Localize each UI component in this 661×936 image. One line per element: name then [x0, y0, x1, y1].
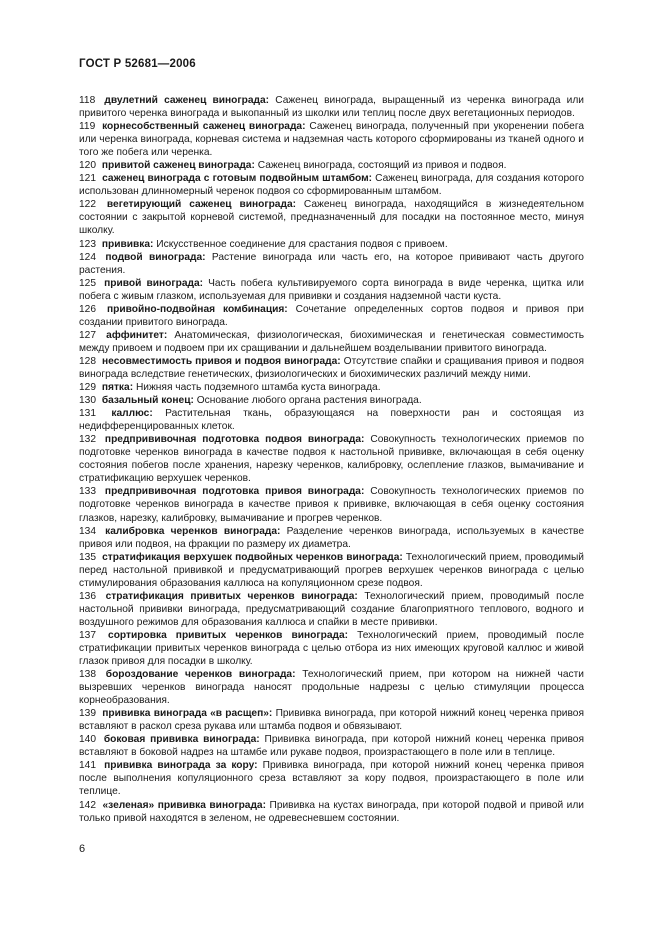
term-number: 138 [79, 669, 96, 681]
term-definition: Совокупность технологических приемов по подготовке черенков винограда в качестве подвоя к настольной прививке, включающая в себя оценку состояния побегов после хранения, нарезку черенков, калибровку, ослепление глазков, вымачивание и стратификацию верхушек черенков. [79, 434, 584, 485]
term-definition: Саженец винограда, для создания которого использован длинномерный черенок подвоя со сформированным штамбом. [79, 173, 584, 198]
term-number: 139 [79, 708, 96, 720]
term-name: привойно-подвойная комбинация: [106, 303, 288, 315]
term-number: 140 [79, 734, 96, 746]
term-entry [79, 707, 584, 733]
term-number: 135 [79, 551, 96, 563]
term-name: боковая прививка винограда: [103, 734, 260, 746]
term-definition: Прививка винограда, при которой нижний конец черенка привоя вставляют в боковой надрез на штамбе или рукаве подвоя, произрастающего в поле или в теплице. [79, 734, 584, 759]
term-definition: Саженец винограда, находящийся в жизнедеятельном состоянии с закрытой корневой системой, предназначенный для посадки на постоянное место, минуя школку. [79, 199, 584, 237]
term-name: предпрививочная подготовка привоя винограда: [104, 486, 365, 498]
term-number: 125 [79, 277, 96, 289]
term-definition: Часть побега культивируемого сорта винограда в виде черенка, щитка или побега с живым глазком, используемая для прививки и создания надземной части куста. [79, 277, 584, 302]
page-number: 6 [79, 843, 86, 855]
term-entry [79, 733, 584, 759]
term-name: калибровка черенков винограда: [105, 525, 281, 537]
term-number: 132 [79, 434, 96, 446]
term-entry [79, 355, 584, 381]
term-name: стратификация верхушек подвойных черенков винограда: [102, 551, 403, 563]
term-entry [79, 433, 584, 485]
term-entry [79, 525, 584, 551]
term-definition: Прививка на кустах винограда, при которой подвой и привой или только привой находятся в зеленом, не одревесневшем состоянии. [79, 799, 584, 824]
term-number: 131 [79, 408, 96, 420]
term-entry [79, 277, 584, 303]
term-entry [79, 799, 584, 825]
term-number: 122 [79, 199, 96, 211]
term-entry [79, 251, 584, 277]
term-name: бороздование черенков винограда: [105, 669, 296, 681]
term-definition: Растение винограда или часть его, на которое прививают часть другого растения. [79, 251, 584, 276]
term-entry [79, 551, 584, 590]
term-entry [79, 590, 584, 629]
term-entry [79, 381, 584, 394]
term-definition: Саженец винограда, выращенный из черенка винограда или привитого черенка винограда и выкопанный из школки или теплиц после двух вегетационных периодов. [79, 95, 584, 120]
term-entry [79, 394, 584, 407]
term-definition: Прививка винограда, при которой нижний конец черенка привоя после выполнения копуляционного среза вставляют за кору подвоя, произрастающего в поле или теплице. [79, 760, 584, 798]
term-entry [79, 485, 584, 524]
term-name: «зеленая» прививка винограда: [102, 799, 266, 811]
term-definition: Нижняя часть подземного штамба куста винограда. [135, 382, 381, 394]
term-number: 123 [79, 238, 96, 250]
document-header: ГОСТ Р 52681—2006 [79, 58, 196, 70]
term-number: 130 [79, 395, 96, 407]
term-number: 136 [79, 590, 96, 602]
term-number: 124 [79, 251, 96, 263]
term-entry [79, 303, 584, 329]
term-number: 127 [79, 329, 96, 341]
term-entry [79, 329, 584, 355]
term-entry [79, 238, 584, 251]
term-name: привой винограда: [104, 277, 204, 289]
term-definition: Сочетание определенных сортов подвоя и привоя при создании привитого винограда. [79, 303, 585, 328]
term-entry [79, 159, 584, 172]
term-number: 121 [79, 173, 96, 185]
term-definition: Прививка винограда, при которой нижний конец черенка привоя вставляют в раскол среза рукава или штамба подвоя и обвязывают. [79, 708, 584, 733]
term-definition: Отсутствие спайки и сращивания привоя и подвоя винограда вследствие генетических, физиологических и биохимических различий между ними. [79, 355, 584, 380]
term-name: базальный конец: [101, 395, 194, 407]
term-definition: Саженец винограда, полученный при укоренении побега или черенка винограда, корневая система и надземная часть которого сформированы из тканей одного и того же побега или черенка. [79, 121, 584, 159]
term-name: несовместимость привоя и подвоя винограда: [102, 355, 341, 367]
term-name: корнесобственный саженец винограда: [102, 121, 306, 133]
term-entry [79, 172, 584, 198]
term-name: саженец винограда с готовым подвойным штамбом: [102, 173, 373, 185]
term-definition: Технологический прием, проводимый после настольной прививки винограда, предусматривающий создание благоприятного теплового, водного и воздушного режимов для образования каллюса и спайки в месте прививки. [79, 590, 584, 628]
term-number: 128 [79, 355, 96, 367]
term-name: стратификация привитых черенков винограда: [105, 590, 358, 602]
term-number: 119 [79, 121, 96, 133]
term-definition: Разделение черенков винограда, используемых в качестве привоя или подвоя, на фракции по размеру их диаметра. [79, 525, 584, 550]
term-definition: Анатомическая, физиологическая, биохимическая и генетическая совместимость между привоем и подвоем при их сращивании и дальнейшем возделывании привитого винограда. [79, 329, 585, 354]
term-definition: Искусственное соединение для срастания подвоя с привоем. [156, 238, 448, 250]
term-number: 134 [79, 525, 96, 537]
term-name: предпрививочная подготовка подвоя винограда: [104, 434, 365, 446]
terms-list [79, 94, 584, 825]
term-definition: Технологический прием, проводимый перед настольной прививкой и предусматривающий прогрев верхушек черенков винограда с целью стимулирования образования каллюса на копуляционном срезе подвоя. [79, 551, 584, 589]
term-definition: Совокупность технологических приемов по подготовке черенков винограда в качестве привоя к прививке, включающая в себя оценку состояния глазков, нарезку, калибровку, вымачивание и прогрев черенков. [79, 486, 584, 524]
term-name: аффинитет: [106, 329, 168, 341]
term-name: двулетний саженец винограда: [104, 95, 270, 106]
term-entry [79, 198, 584, 237]
term-name: подвой винограда: [105, 251, 206, 263]
term-number: 120 [79, 160, 96, 172]
term-definition: Технологический прием, при котором на нижней части вызревших черенков винограда наносят продольные надрезы с целью стимуляции процесса корнеобразования. [79, 669, 584, 707]
term-number: 126 [79, 303, 96, 315]
term-name: прививка: [101, 238, 154, 250]
term-name: привитой саженец винограда: [101, 160, 255, 172]
term-entry [79, 407, 584, 433]
term-number: 118 [79, 95, 96, 106]
term-number: 141 [79, 760, 96, 772]
term-entry [79, 629, 584, 668]
term-definition: Саженец винограда, состоящий из привоя и подвоя. [257, 160, 507, 172]
term-entry [79, 120, 584, 159]
term-entry [79, 94, 584, 120]
term-definition: Основание любого органа растения винограда. [196, 395, 422, 407]
term-entry [79, 759, 584, 798]
term-number: 137 [79, 629, 96, 641]
term-name: вегетирующий саженец винограда: [106, 199, 296, 211]
term-name: пятка: [101, 382, 134, 394]
term-name: прививка винограда за кору: [104, 760, 258, 772]
term-entry [79, 668, 584, 707]
term-name: сортировка привитых черенков винограда: [108, 629, 349, 641]
term-number: 129 [79, 382, 96, 394]
term-definition: Растительная ткань, образующаяся на поверхности ран и состоящая из недифференцированных клеток. [79, 408, 584, 433]
term-definition: Технологический прием, проводимый после стратификации привитых черенков винограда с целью отбора из них имеющих круговой каллюс и живой глазок привоя для посадки в школку. [79, 629, 584, 668]
term-name: каллюс: [111, 408, 153, 420]
term-name: прививка винограда «в расщеп»: [102, 708, 273, 720]
term-number: 133 [79, 486, 96, 498]
term-number: 142 [79, 799, 96, 811]
